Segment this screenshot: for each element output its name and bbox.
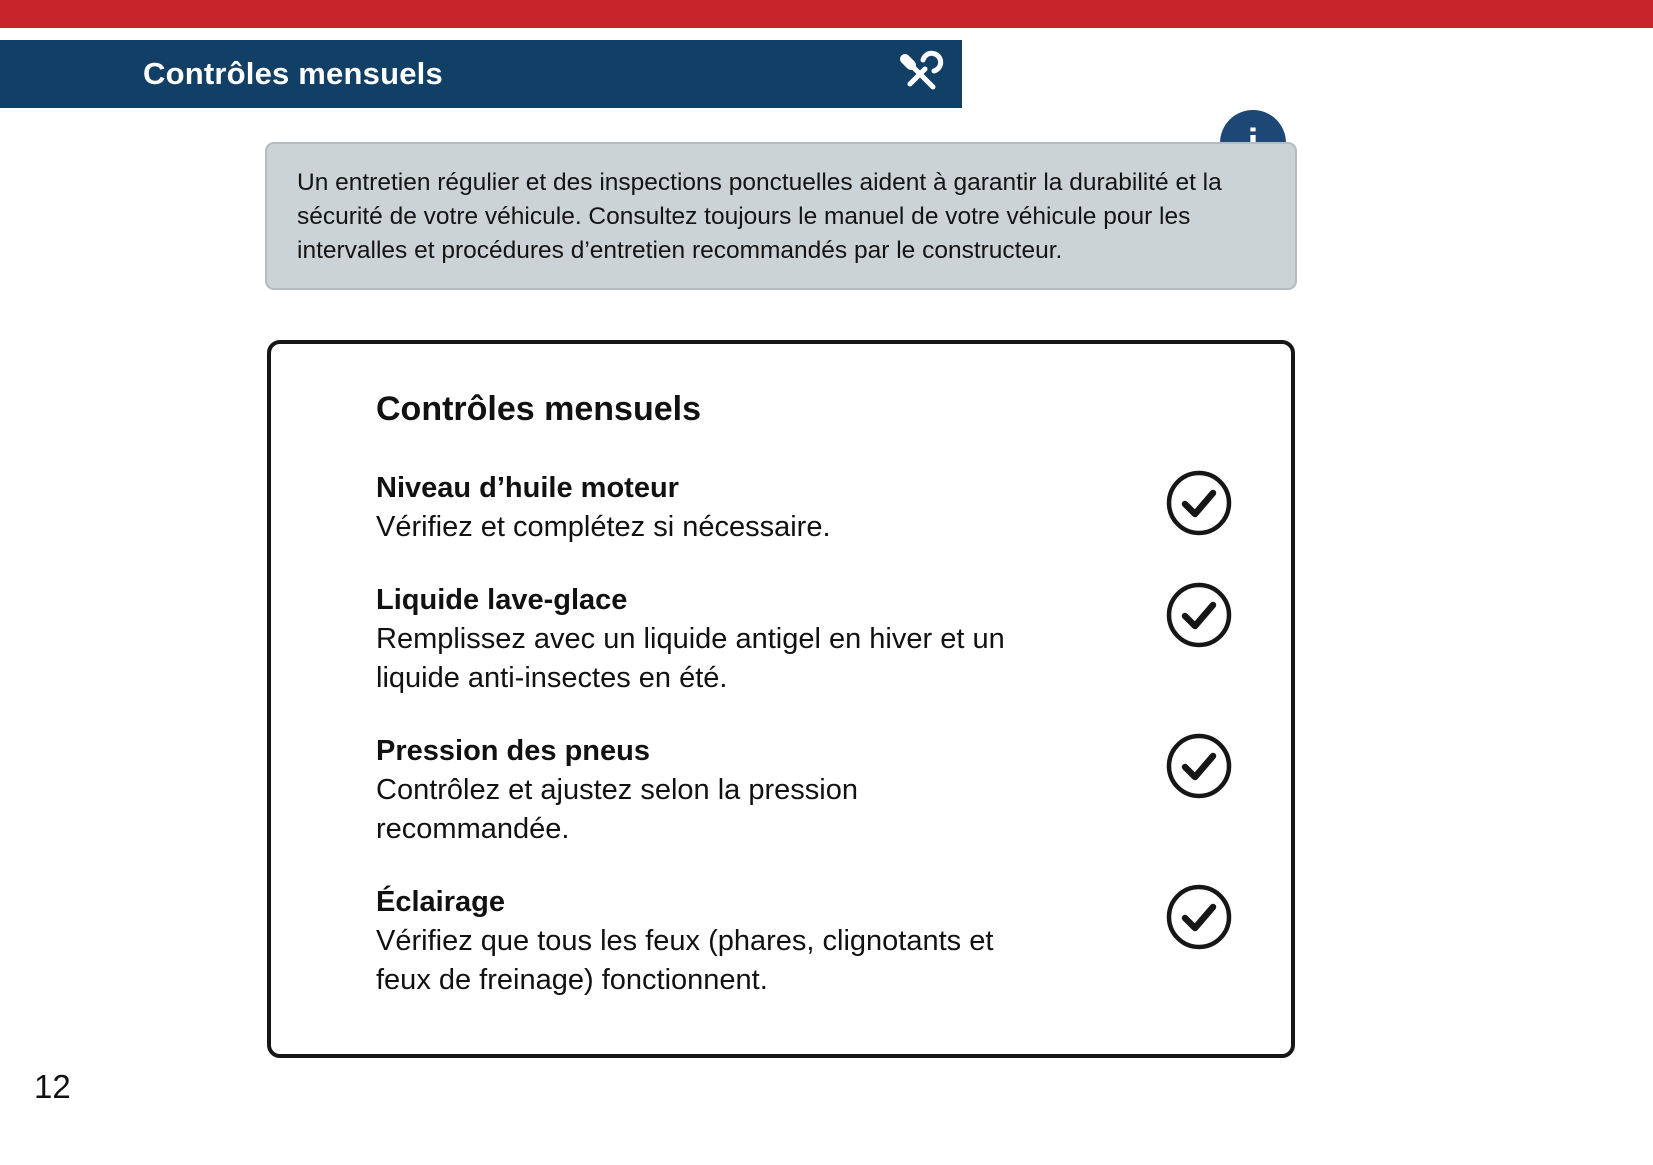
maintenance-note-text: Un entretien régulier et des inspections ponctuelles aident à garantir la durabilité et la sécurité de votre véhicule. Consultez toujours le manuel de votre véhicule pour les intervalles et procédures d’entretien recommandés par le constructeur. bbox=[297, 169, 1222, 264]
check-circle-icon bbox=[1165, 732, 1233, 800]
checklist-item-title: Niveau d’huile moteur bbox=[376, 472, 679, 504]
checklist-item-text bbox=[376, 883, 1036, 1000]
checklist-item-text bbox=[376, 469, 1036, 547]
checklist-item-washer-fluid bbox=[376, 581, 1233, 698]
checklist-item-oil-level bbox=[376, 469, 1233, 547]
checklist-item-title: Éclairage bbox=[376, 886, 505, 918]
checklist-item-description: Vérifiez que tous les feux (phares, clignotants et feux de freinage) fonctionnent. bbox=[376, 925, 994, 996]
checklist-item-text bbox=[376, 581, 1036, 698]
checklist-item-title: Pression des pneus bbox=[376, 735, 650, 767]
tools-icon bbox=[896, 50, 944, 98]
section-header-bar bbox=[0, 40, 962, 108]
check-circle-icon bbox=[1165, 581, 1233, 649]
top-red-strip bbox=[0, 0, 1653, 28]
check-circle-icon bbox=[1165, 469, 1233, 537]
checklist-item-text bbox=[376, 732, 1036, 849]
checklist-item-description: Remplissez avec un liquide antigel en hiver et un liquide anti-insectes en été. bbox=[376, 623, 1005, 694]
checklist-title: Contrôles mensuels bbox=[376, 390, 701, 428]
checklist-item-description: Vérifiez et complétez si nécessaire. bbox=[376, 511, 831, 543]
checklist-item-description: Contrôlez et ajustez selon la pression recommandée. bbox=[376, 774, 858, 845]
monthly-checks-card bbox=[267, 340, 1295, 1058]
check-circle-icon bbox=[1165, 883, 1233, 951]
section-header-title: Contrôles mensuels bbox=[143, 56, 443, 91]
page-number: 12 bbox=[34, 1068, 71, 1105]
maintenance-note-box bbox=[265, 142, 1297, 290]
checklist-item-title: Liquide lave-glace bbox=[376, 584, 628, 616]
checklist-item-tire-pressure bbox=[376, 732, 1233, 849]
checklist-item-lighting bbox=[376, 883, 1233, 1000]
